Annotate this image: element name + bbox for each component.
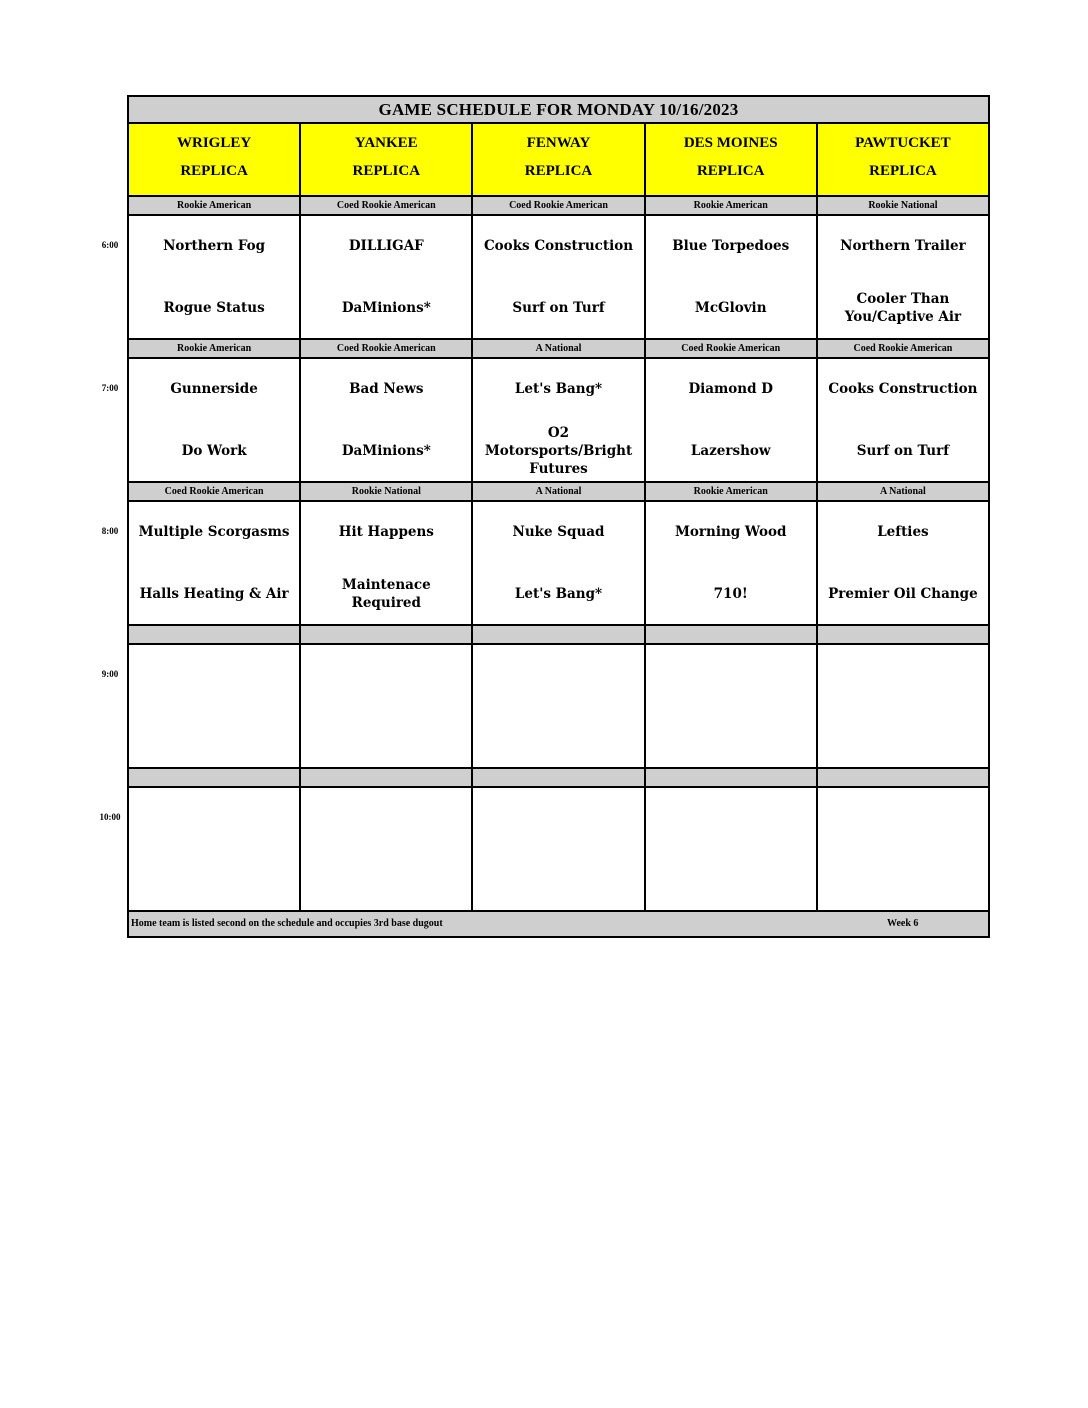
field-name: FENWAY — [526, 135, 591, 151]
home-team: Surf on Turf — [512, 300, 605, 316]
home-team: DaMinions* — [341, 443, 431, 459]
game-cell — [646, 216, 818, 340]
away-team: Diamond D — [688, 381, 773, 397]
home-team: McGlovin — [694, 300, 767, 316]
game-cell — [646, 645, 818, 769]
home-team: Halls Heating & Air — [139, 586, 289, 602]
time-label: 10:00 — [99, 812, 121, 822]
field-type: REPLICA — [352, 163, 421, 179]
division-label: A National — [473, 483, 645, 502]
home-team — [133, 709, 295, 765]
away-team: Nuke Squad — [512, 524, 605, 540]
home-team — [305, 852, 467, 908]
game-cell — [129, 645, 301, 769]
game-cell — [818, 502, 988, 626]
game-cell — [473, 359, 645, 483]
home-team: O2 Motorsports/Bright Futures — [484, 425, 633, 477]
game-row — [129, 645, 988, 769]
schedule-title: GAME SCHEDULE FOR MONDAY 10/16/2023 — [129, 97, 988, 124]
field-type: REPLICA — [180, 163, 248, 179]
division-label: Rookie American — [129, 340, 301, 359]
division-label: Coed Rookie American — [818, 340, 988, 359]
home-team: Lazershow — [690, 443, 771, 459]
division-label: A National — [818, 483, 988, 502]
game-cell — [473, 788, 645, 912]
field-header — [473, 124, 645, 197]
division-label — [301, 769, 473, 788]
division-row — [129, 626, 988, 645]
game-cell — [129, 359, 301, 483]
game-cell — [301, 502, 473, 626]
home-team: Rogue Status — [163, 300, 265, 316]
division-label: Coed Rookie American — [646, 340, 818, 359]
field-header — [818, 124, 988, 197]
division-label: Coed Rookie American — [301, 340, 473, 359]
away-team: DILLIGAF — [348, 238, 424, 254]
home-team: Do Work — [181, 443, 247, 459]
field-type: REPLICA — [696, 163, 765, 179]
game-cell — [646, 359, 818, 483]
away-team: Hit Happens — [338, 524, 434, 540]
field-type: REPLICA — [524, 163, 593, 179]
game-cell — [301, 645, 473, 769]
away-team: Lefties — [877, 524, 929, 540]
game-cell — [129, 216, 301, 340]
division-label — [818, 626, 988, 645]
division-label: Rookie National — [818, 197, 988, 216]
game-cell — [301, 216, 473, 340]
division-label — [129, 769, 301, 788]
division-label — [646, 626, 818, 645]
time-label: 9:00 — [101, 669, 119, 679]
division-label: Rookie American — [129, 197, 301, 216]
away-team: Cooks Construction — [828, 381, 978, 397]
game-row — [129, 502, 988, 626]
time-label: 8:00 — [101, 526, 119, 536]
game-cell — [301, 359, 473, 483]
away-team: Multiple Scorgasms — [138, 524, 290, 540]
game-cell — [646, 788, 818, 912]
field-header-row — [129, 124, 988, 197]
home-team-note: Home team is listed second on the schedule and occupies 3rd base dugout — [131, 918, 443, 929]
home-team: 710! — [713, 586, 748, 602]
away-team: Blue Torpedoes — [672, 238, 790, 254]
home-team — [477, 852, 639, 908]
schedule-footer — [129, 912, 988, 936]
division-label: Rookie National — [301, 483, 473, 502]
away-team: Bad News — [349, 381, 424, 397]
game-cell — [473, 645, 645, 769]
time-label: 6:00 — [101, 240, 119, 250]
division-label: Coed Rookie American — [301, 197, 473, 216]
home-team: DaMinions* — [341, 300, 431, 316]
division-row — [129, 197, 988, 216]
field-header — [646, 124, 818, 197]
home-team — [305, 709, 467, 765]
game-cell — [818, 359, 988, 483]
game-cell — [301, 788, 473, 912]
home-team: Premier Oil Change — [828, 586, 978, 602]
division-label — [646, 769, 818, 788]
time-slots — [129, 197, 988, 912]
division-label: Coed Rookie American — [473, 197, 645, 216]
game-cell — [129, 788, 301, 912]
schedule-table — [127, 95, 990, 938]
home-team: Let's Bang* — [514, 586, 603, 602]
game-cell — [473, 502, 645, 626]
home-team: Maintenace Required — [341, 577, 431, 611]
field-header — [129, 124, 301, 197]
game-cell — [818, 645, 988, 769]
game-row — [129, 359, 988, 483]
field-name: PAWTUCKET — [855, 135, 951, 151]
division-label — [818, 769, 988, 788]
game-cell — [818, 216, 988, 340]
division-label: Rookie American — [646, 483, 818, 502]
field-name: DES MOINES — [683, 135, 778, 151]
division-label — [301, 626, 473, 645]
field-name: WRIGLEY — [177, 135, 252, 151]
home-team: Cooler Than You/Captive Air — [844, 291, 962, 325]
home-team — [650, 709, 812, 765]
division-label: Coed Rookie American — [129, 483, 301, 502]
away-team: Morning Wood — [674, 524, 787, 540]
division-label — [473, 626, 645, 645]
field-name: YANKEE — [354, 135, 418, 151]
game-cell — [646, 502, 818, 626]
week-label: Week 6 — [887, 918, 919, 929]
division-row — [129, 483, 988, 502]
division-row — [129, 340, 988, 359]
game-cell — [473, 216, 645, 340]
time-label: 7:00 — [101, 383, 119, 393]
game-cell — [129, 502, 301, 626]
home-team: Surf on Turf — [856, 443, 950, 459]
home-team — [822, 852, 984, 908]
away-team: Gunnerside — [170, 381, 258, 397]
away-team: Cooks Construction — [483, 238, 634, 254]
division-row — [129, 769, 988, 788]
home-team — [650, 852, 812, 908]
field-type: REPLICA — [869, 163, 937, 179]
division-label: A National — [473, 340, 645, 359]
game-row — [129, 216, 988, 340]
home-team — [822, 709, 984, 765]
home-team — [133, 852, 295, 908]
away-team: Northern Trailer — [840, 238, 966, 254]
away-team: Northern Fog — [163, 238, 266, 254]
division-label — [129, 626, 301, 645]
game-row — [129, 788, 988, 912]
game-cell — [818, 788, 988, 912]
away-team: Let's Bang* — [514, 381, 603, 397]
field-header — [301, 124, 473, 197]
division-label: Rookie American — [646, 197, 818, 216]
home-team — [477, 709, 639, 765]
division-label — [473, 769, 645, 788]
